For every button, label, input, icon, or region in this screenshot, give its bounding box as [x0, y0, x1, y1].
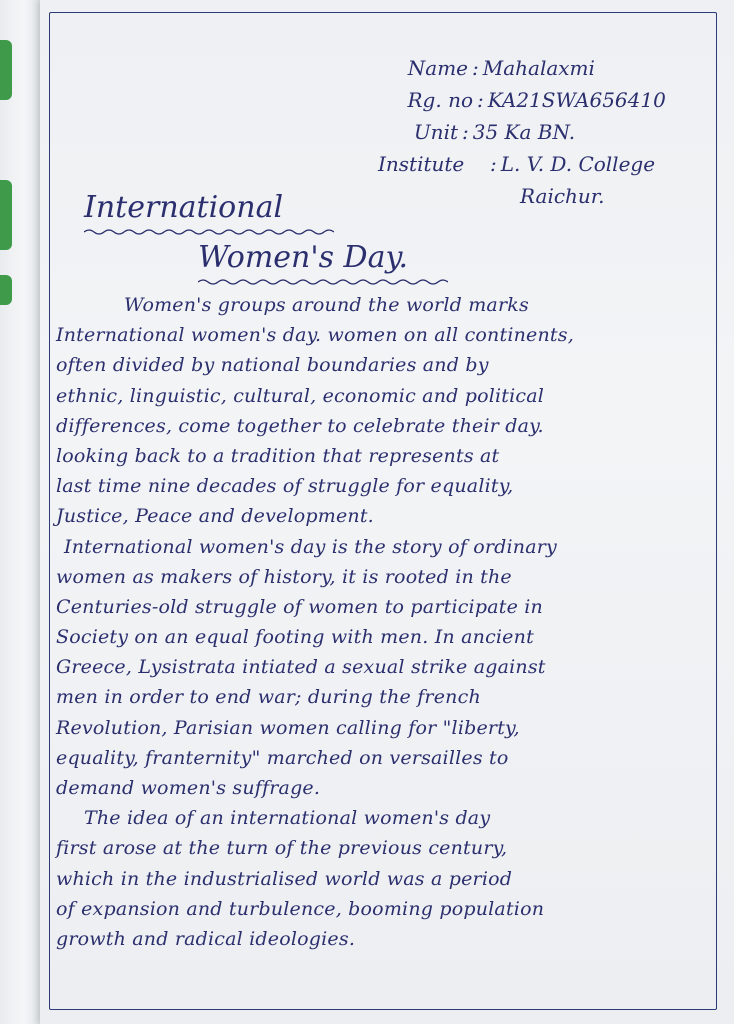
reg-label: Rg. no: [407, 88, 473, 112]
separator: :: [462, 120, 469, 144]
essay-line: men in order to end war; during the french: [56, 686, 481, 709]
institute-label: Institute: [378, 152, 465, 176]
institute-value: L. V. D. College: [500, 152, 656, 176]
unit-label: Unit: [413, 120, 458, 144]
essay-line: which in the industrialised world was a period: [56, 867, 513, 890]
essay-line: International women's day. women on all continents,: [56, 324, 574, 347]
essay-line: Society on an equal footing with men. In ancient: [56, 626, 534, 649]
reg-value: KA21SWA656410: [487, 88, 666, 112]
essay-line: ethnic, linguistic, cultural, economic and political: [56, 384, 545, 407]
essay-line: last time nine decades of struggle for equality,: [56, 475, 514, 498]
essay-line: Women's groups around the world marks: [124, 294, 529, 316]
name-label: Name: [407, 56, 468, 80]
essay-body: [56, 290, 716, 954]
binding-mark: [0, 275, 12, 305]
essay-line: growth and radical ideologies.: [56, 927, 356, 950]
separator: :: [490, 152, 497, 176]
institute-row: [378, 148, 708, 180]
essay-line: Justice, Peace and development.: [56, 505, 374, 528]
essay-line: first arose at the turn of the previous century,: [56, 837, 508, 860]
page-title-line-1: International: [84, 190, 284, 225]
separator: :: [472, 56, 479, 80]
unit-row: [378, 116, 708, 148]
name-value: Mahalaxmi: [482, 56, 595, 80]
essay-line: The idea of an international women's day: [84, 807, 491, 830]
institute-value-cont: Raichur.: [520, 184, 605, 208]
notebook-binding: [0, 0, 40, 1024]
essay-line: women as makers of history, it is rooted in the: [56, 565, 512, 588]
essay-line: looking back to a tradition that represents at: [56, 444, 500, 467]
essay-line: of expansion and turbulence, booming population: [56, 897, 545, 920]
essay-line: equality, franternity" marched on versailles to: [56, 746, 509, 769]
essay-line: Centuries-old struggle of women to participate in: [56, 595, 543, 618]
essay-line: often divided by national boundaries and by: [56, 354, 489, 377]
student-details: [378, 52, 708, 212]
essay-line: demand women's suffrage.: [56, 777, 321, 799]
title-underline: [84, 228, 334, 236]
reg-row: [378, 84, 708, 116]
name-row: [378, 52, 708, 84]
essay-line: Greece, Lysistrata intiated a sexual strike against: [56, 656, 546, 679]
page-title-line-2: Women's Day.: [198, 240, 408, 275]
essay-line: Revolution, Parisian women calling for "liberty,: [56, 716, 520, 739]
essay-line: International women's day is the story of ordinary: [64, 535, 557, 558]
binding-mark: [0, 180, 12, 250]
separator: :: [477, 88, 484, 112]
essay-line: differences, come together to celebrate their day.: [56, 414, 544, 437]
unit-value: 35 Ka BN.: [472, 120, 576, 144]
binding-mark: [0, 40, 12, 100]
title-underline: [198, 278, 448, 286]
